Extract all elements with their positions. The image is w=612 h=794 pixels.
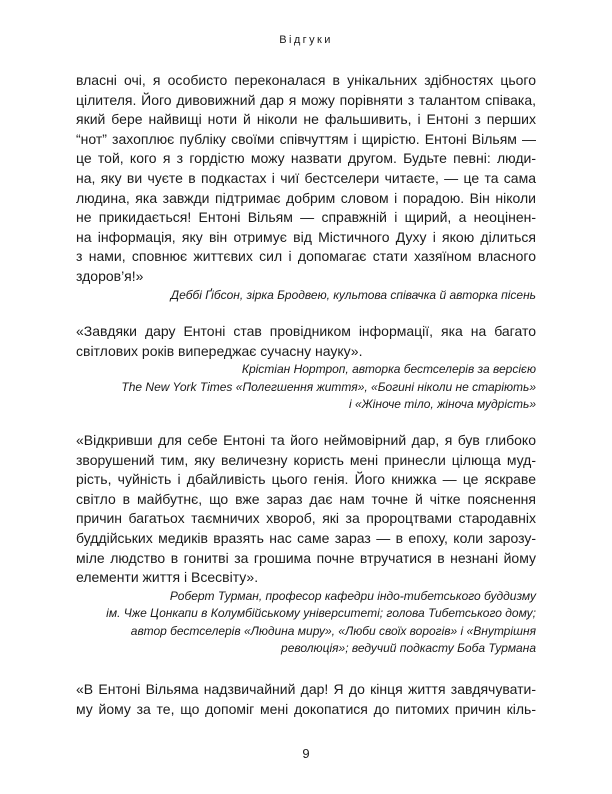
body-line: міле людство в гонитві за грошима почне втручатися в незнані йому: [76, 549, 536, 566]
body-line: елементи життя і Всесвіту».: [76, 569, 259, 586]
body-line: му йому за те, що допоміг мені докопатися до питомих причин кіль-: [76, 700, 536, 717]
attribution-line: і «Жіноче тіло, жіноча мудрість»: [349, 397, 536, 412]
running-header: Відгуки: [279, 34, 333, 46]
body-line: «Відкривши для себе Ентоні та його неймовірний дар, я був глибоко: [76, 432, 536, 448]
body-line: «В Ентоні Вільяма надзвичайний дар! Я до кінця життя завдячувати-: [76, 681, 536, 697]
attribution-line: The New York Times «Полегшення життя», «Богині ніколи не старіють»: [121, 379, 536, 394]
body-line: світлових років випереджає сучасну науку».: [76, 342, 363, 359]
attribution-line: Роберт Турман, професор кафедри індо-тибетського буддизму: [169, 588, 536, 603]
body-line: на інформація, яку він отримує від Містичного Духу і якою ділиться: [76, 228, 536, 245]
attribution-line: ім. Чже Цонкапи в Колумбійському університеті; голова Тибетського дому;: [106, 606, 536, 621]
page-number: 9: [302, 746, 310, 761]
attribution-line: Крістіан Нортроп, авторка бестселерів за версією: [241, 362, 536, 377]
body-line: світло в майбутнє, що вже зараз дає нам точне й чітке пояснення: [76, 490, 536, 507]
testimonial-gibson: [76, 71, 536, 304]
body-line: буддійських медиків вразять нас саме зараз — в епоху, коли зарозу-: [76, 529, 536, 546]
body-line: на, яку ви чуєте в подкастах і чиї бестселери читаєте, — це та сама: [76, 169, 536, 186]
body-line: зворушений тим, яку величезну користь мені принесли цілюща муд-: [76, 451, 536, 468]
attribution-line: Деббі Ґібсон, зірка Бродвею, культова співачка й авторка пісень: [170, 287, 536, 302]
testimonial-northrup: [76, 322, 536, 414]
body-line: здоров’я!»: [76, 267, 144, 284]
body-line: з нами, сповнює життєвих сил і допомагає стати хазяїном власного: [76, 248, 536, 265]
testimonial-continued: [76, 680, 536, 719]
testimonial-thurman: [76, 431, 536, 658]
body-line: власні очі, я особисто переконалася в унікальних здібностях цього: [76, 72, 536, 88]
body-line: «Завдяки дару Ентоні став провідником інформації, яка на багато: [76, 323, 536, 339]
body-line: “нот” захоплює публіку своїми співчуттям і щирістю. Ентоні Вільям —: [76, 130, 536, 147]
attribution-line: автор бестселерів «Людина миру», «Люби своїх ворогів» і «Внутрішня: [130, 623, 536, 638]
body-line: не прикидається! Ентоні Вільям — справжній і щирий, а неоцінен-: [76, 209, 536, 226]
body-line: це той, кого я з гордістю можу назвати другом. Будьте певні: люди-: [76, 150, 536, 167]
body-line: причин багатьох таємничих хвороб, які за пророцтвами стародавніх: [76, 510, 536, 527]
body-line: рість, чуйність і дбайливість цього генія. Його книжка — це яскраве: [76, 471, 536, 488]
body-line: людина, яка завжди підтримає добрим словом і порадою. Він ніколи: [76, 189, 536, 206]
body-line: цілителя. Його дивовижний дар я можу порівняти з талантом співака,: [76, 91, 536, 108]
body-line: який бере найвищі ноти й ніколи не фальшивить, і Ентоні з перших: [76, 111, 536, 128]
attribution-line: революція»; ведучий подкасту Боба Турмана: [281, 641, 536, 656]
